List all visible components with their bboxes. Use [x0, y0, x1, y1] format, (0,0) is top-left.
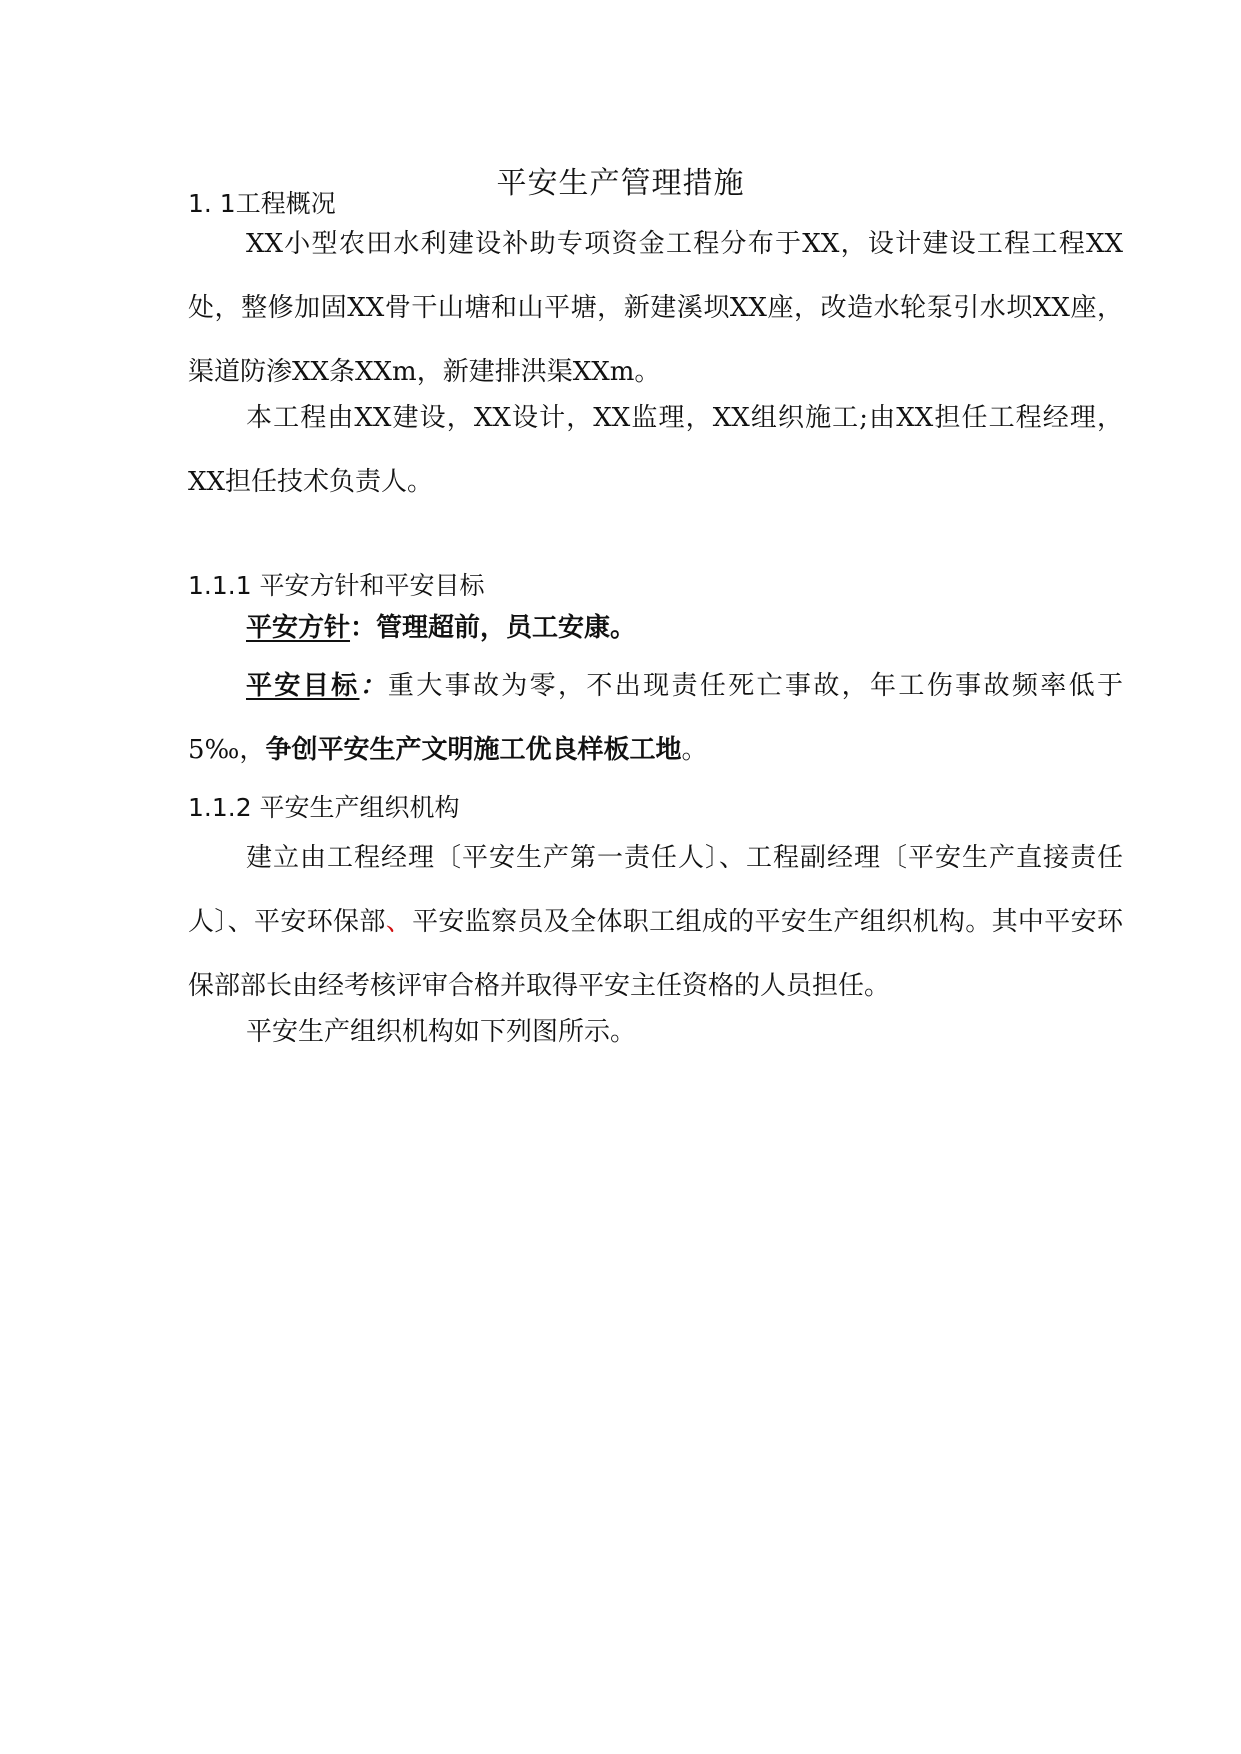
- org-structure-red-mark: 、: [385, 907, 413, 937]
- org-structure-text-a: 建立由工程经理〔平安生产第一责任人〕、工程副经理〔平安生产直接责任人〕、平安环保部: [188, 843, 1123, 937]
- safety-goal-colon: ：: [359, 671, 388, 701]
- safety-goal-end: 。: [681, 735, 708, 765]
- document-title: 平安生产管理措施: [496, 166, 745, 201]
- safety-goal-paragraph: [188, 654, 1123, 782]
- safety-policy-label: 平安方针: [246, 613, 351, 643]
- safety-policy-text: ：管理超前，员工安康。: [350, 613, 637, 643]
- section-heading-1-1-1: 1.1.1 平安方针和平安目标: [188, 571, 485, 600]
- safety-goal-label: 平安目标: [246, 671, 360, 701]
- org-chart-intro-paragraph: 平安生产组织机构如下列图所示。: [246, 1017, 637, 1047]
- overview-paragraph-2: 本工程由XX建设，XX设计，XX监理，XX组织施工;由XX担任工程经理，XX担任技术负责人。: [188, 403, 1123, 497]
- org-structure-text-b: 平安监察员及全体职工组成的平安生产组织机构。其中平安环保部部长由经考核评审合格并取得平安主任资格的人员担任。: [188, 907, 1123, 1001]
- safety-policy-paragraph: [188, 596, 1123, 660]
- safety-goal-emphasis: 争创平安生产文明施工优良样板工地: [265, 735, 682, 765]
- section-heading-1-1: 1. 1工程概况: [188, 189, 336, 218]
- safety-goal-text: 重大事故为零，不出现责任死亡事故，年工伤事故频率低于 5‰，: [188, 671, 1123, 765]
- section-heading-1-1-2: 1.1.2 平安生产组织机构: [188, 793, 460, 822]
- overview-paragraph-1: XX小型农田水利建设补助专项资金工程分布于XX，设计建设工程工程XX处，整修加固XX骨干山塘和山平塘，新建溪坝XX座，改造水轮泵引水坝XX座， 渠道防渗XX条XXm，新建排洪渠XXm。: [188, 229, 1123, 387]
- org-structure-paragraph: [188, 826, 1123, 1018]
